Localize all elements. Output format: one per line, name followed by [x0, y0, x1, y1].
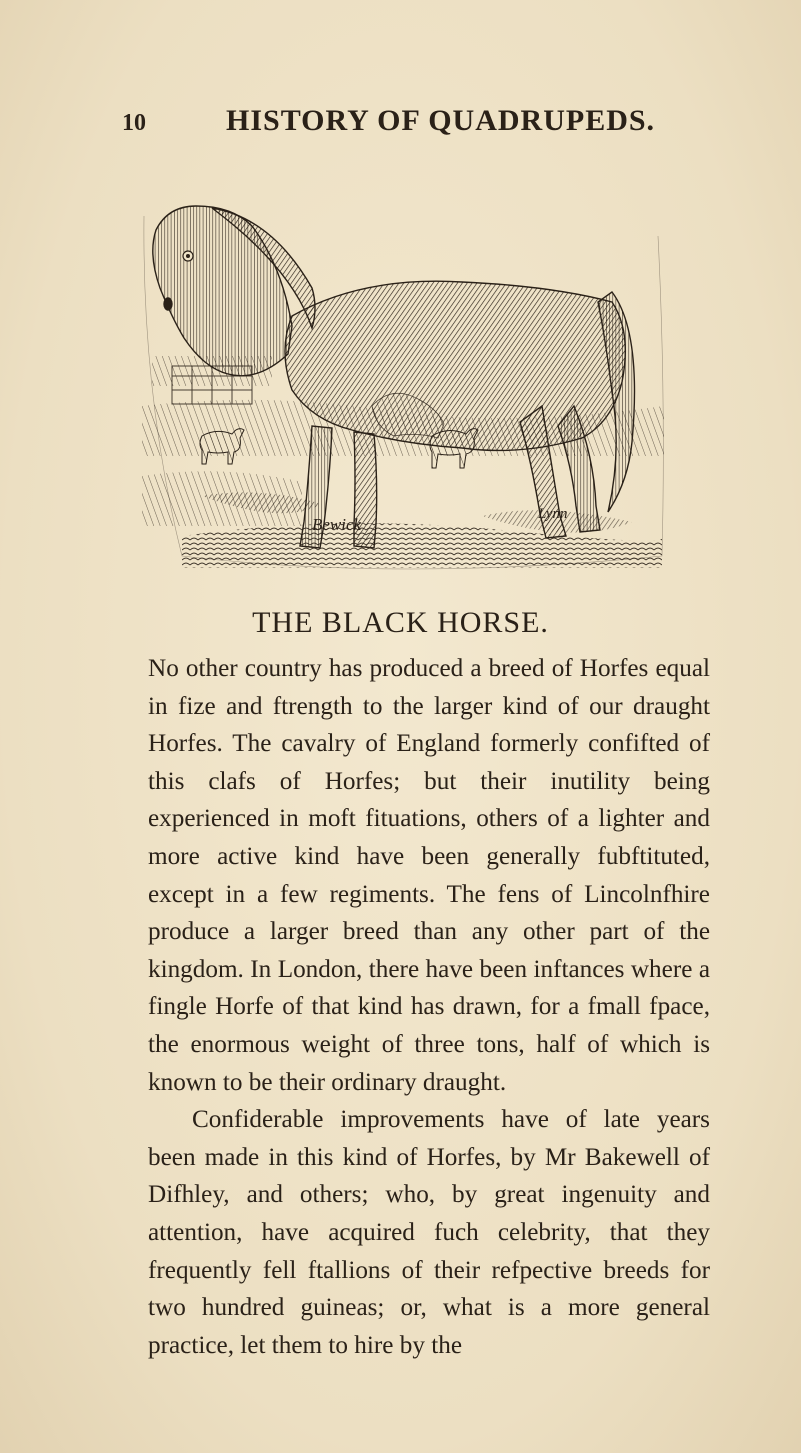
running-head: HISTORY OF QUADRUPEDS.: [226, 104, 656, 137]
paragraph: Confiderable improvements have of late years been made in this kind of Horfes, by Mr Bakewell of Difhley, and others; who, by great ingenuity and attention, have acquired fuch celebrity, that they frequently fell ftallions of their refpective breeds for two hundred guineas; or, what is a more general practice, let them to hire by the: [148, 1106, 710, 1359]
page-number: 10: [122, 110, 146, 136]
paragraph: No other country has produced a breed of Horfes equal in fize and ftrength to the larger kind of our draught Horfes. The cavalry of England formerly confifted of this clafs of Horfes; but their inutility being experienced in moft fituations, others of a lighter and more active kind have been generally fubftituted, except in a few regiments. The fens of Lincolnfhire produce a larger breed than any other part of the kingdom. In London, there have been inftances where a fingle Horfe of that kind has drawn, for a fmall fpace, the enormous weight of three tons, half of which is known to be their ordinary draught.: [148, 655, 710, 1096]
page-header: [0, 104, 801, 144]
body-text: [148, 650, 710, 1364]
black-horse-engraving: [142, 196, 664, 576]
engraver-signature: Bewick: [312, 515, 362, 534]
location-signature: Lynn: [538, 506, 568, 522]
illustration-caption: THE BLACK HORSE.: [252, 606, 549, 639]
